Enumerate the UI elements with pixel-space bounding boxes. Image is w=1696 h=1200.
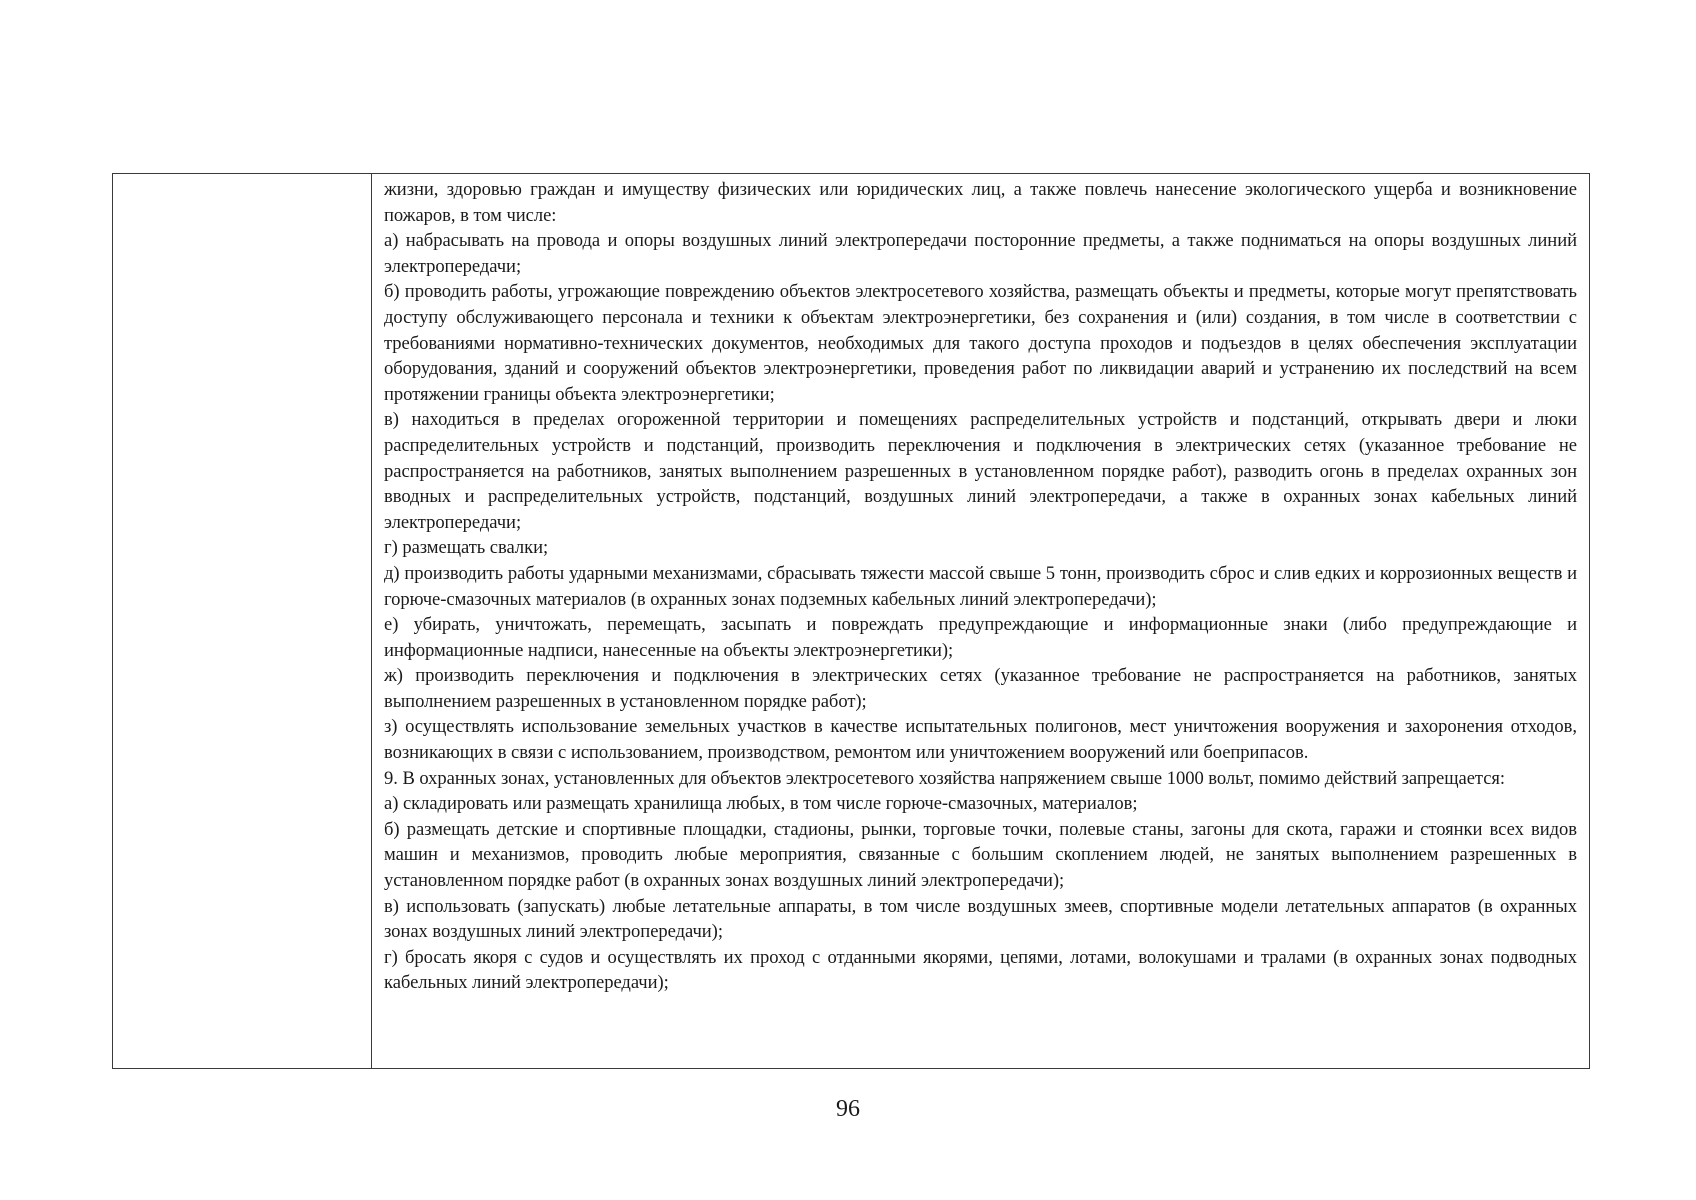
- text-cell: [372, 174, 1589, 1068]
- paragraph: г) бросать якоря с судов и осуществлять их проход с отданными якорями, цепями, лотами, волокушами и тралами (в охранных зонах подводных кабельных линий электропередачи);: [384, 946, 1577, 994]
- paragraph: в) находиться в пределах огороженной территории и помещениях распределительных устройств и подстанций, открывать двери и люки распределительных устройств и подстанций, производить переключения и подключения в электрических сетях (указанное требование не распространяется на работников, занятых выполнением разрешенных в установленном порядке работ), разводить огонь в пределах охранных зон вводных и распределительных устройств, подстанций, воздушных линий электропередачи, а также в охранных зонах кабельных линий электропередачи;: [384, 409, 1577, 533]
- page-number: 96: [836, 1096, 860, 1122]
- paragraph: г) размещать свалки;: [384, 537, 549, 559]
- paragraph: е) убирать, уничтожать, перемещать, засыпать и повреждать предупреждающие и информационные знаки (либо предупреждающие и информационные надписи, нанесенные на объекты электроэнергетики);: [384, 614, 1577, 661]
- paragraph: ж) производить переключения и подключения в электрических сетях (указанное требование не распространяется на работников, занятых выполнением разрешенных в установленном порядке работ);: [384, 665, 1577, 712]
- document-table: [112, 173, 1590, 1069]
- paragraph: 9. В охранных зонах, установленных для объектов электросетевого хозяйства напряжением свыше 1000 вольт, помимо действий запрещается:: [384, 767, 1506, 789]
- paragraph: б) размещать детские и спортивные площадки, стадионы, рынки, торговые точки, полевые станы, загоны для скота, гаражи и стоянки всех видов машин и механизмов, проводить любые мероприятия, связанные с большим скоплением людей, не занятых выполнением разрешенных в установленном порядке работ (в охранных зонах воздушных линий электропередачи);: [384, 818, 1577, 892]
- paragraph: а) складировать или размещать хранилища любых, в том числе горюче-смазочных, материалов;: [384, 793, 1138, 815]
- paragraph: з) осуществлять использование земельных участков в качестве испытательных полигонов, мест уничтожения вооружения и захоронения отходов, возникающих в связи с использованием, производством, ремонтом или уничтожением вооружений или боеприпасов.: [384, 716, 1577, 764]
- paragraph: а) набрасывать на провода и опоры воздушных линий электропередачи посторонние предметы, а также подниматься на опоры воздушных линий электропередачи;: [384, 230, 1577, 277]
- paragraph: в) использовать (запускать) любые летательные аппараты, в том числе воздушных змеев, спортивные модели летательных аппаратов (в охранных зонах воздушных линий электропередачи);: [384, 895, 1577, 943]
- paragraph: д) производить работы ударными механизмами, сбрасывать тяжести массой свыше 5 тонн, производить сброс и слив едких и коррозионных веществ и горюче-смазочных материалов (в охранных зонах подземных кабельных линий электропередачи);: [384, 562, 1577, 610]
- empty-left-cell: [113, 174, 372, 1068]
- paragraph: б) проводить работы, угрожающие повреждению объектов электросетевого хозяйства, размещать объекты и предметы, которые могут препятствовать доступу обслуживающего персонала и техники к объектам электроэнергетики, без сохранения и (или) создания, в том числе в соответствии с требованиями нормативно-технических документов, необходимых для такого доступа проходов и подъездов в целях обеспечения эксплуатации оборудования, зданий и сооружений объектов электроэнергетики, проведения работ по ликвидации аварий и устранению их последствий на всем протяжении границы объекта электроэнергетики;: [384, 281, 1577, 405]
- paragraph: жизни, здоровью граждан и имуществу физических или юридических лиц, а также повлечь нанесение экологического ущерба и возникновение пожаров, в том числе:: [384, 179, 1577, 226]
